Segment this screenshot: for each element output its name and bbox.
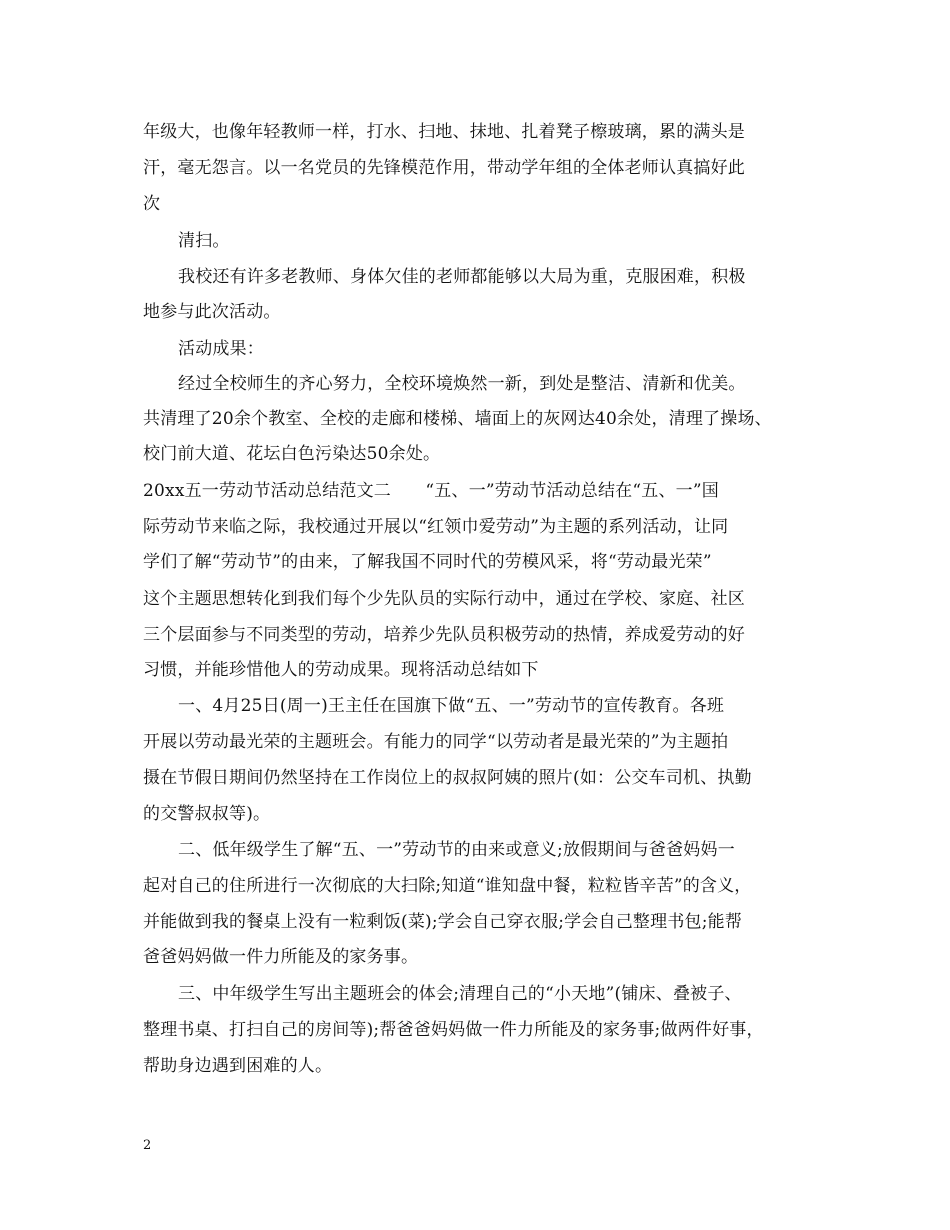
text-line: 次 bbox=[143, 194, 161, 214]
text-line: 的交警叔叔等)。 bbox=[143, 804, 271, 824]
text-line: 校门前大道、花坛白色污染达50余处。 bbox=[143, 444, 441, 464]
text-line: 清扫。 bbox=[178, 231, 230, 251]
text-line: 活动成果： bbox=[178, 339, 264, 359]
text-line: 并能做到我的餐桌上没有一粒剩饭(菜);学会自己穿衣服;学会自己整理书包;能帮 bbox=[143, 912, 743, 932]
text-line: 爸爸妈妈做一件力所能及的家务事。 bbox=[143, 947, 419, 967]
text-line: 我校还有许多老教师、身体欠佳的老师都能够以大局为重，克服困难，积极 bbox=[178, 267, 746, 287]
text-line: 汗，毫无怨言。以一名党员的先锋模范作用，带动学年组的全体老师认真搞好此 bbox=[143, 158, 745, 178]
text-line: 三个层面参与不同类型的劳动，培养少先队员积极劳动的热情，养成爱劳动的好 bbox=[143, 625, 745, 645]
text-line: 学们了解“劳动节”的由来，了解我国不同时代的劳模风采，将“劳动最光荣” bbox=[143, 552, 712, 572]
text-line: 起对自己的住所进行一次彻底的大扫除;知道“谁知盘中餐，粒粒皆辛苦”的含义， bbox=[143, 876, 752, 896]
page-number: 2 bbox=[143, 1138, 152, 1153]
text-line: 这个主题思想转化到我们每个少先队员的实际行动中，通过在学校、家庭、社区 bbox=[143, 589, 745, 609]
text-line: 二、低年级学生了解“五、一”劳动节的由来或意义;放假期间与爸爸妈妈一 bbox=[178, 840, 735, 860]
text-line: 际劳动节来临之际，我校通过开展以“红领巾爱劳动”为主题的系列活动，让同 bbox=[143, 517, 729, 537]
text-line: 开展以劳动最光荣的主题班会。有能力的同学“以劳动者是最光荣的”为主题拍 bbox=[143, 732, 729, 752]
text-line: 共清理了20余个教室、全校的走廊和楼梯、墙面上的灰网达40余处，清理了操场、 bbox=[143, 409, 772, 429]
text-line: 20xx五一劳动节活动总结范文二 “五、一”劳动节活动总结在“五、一”国 bbox=[143, 481, 719, 501]
text-line: 习惯，并能珍惜他人的劳动成果。现将活动总结如下 bbox=[143, 660, 539, 680]
text-line: 一、4月25日(周一)王主任在国旗下做“五、一”劳动节的宣传教育。各班 bbox=[178, 696, 725, 716]
text-line: 摄在节假日期间仍然坚持在工作岗位上的叔叔阿姨的照片(如：公交车司机、执勤 bbox=[143, 768, 752, 788]
text-line: 地参与此次活动。 bbox=[143, 302, 281, 322]
text-line: 整理书桌、打扫自己的房间等);帮爸爸妈妈做一件力所能及的家务事;做两件好事， bbox=[143, 1020, 764, 1040]
text-line: 三、中年级学生写出主题班会的体会;清理自己的“小天地”(铺床、叠被子、 bbox=[178, 984, 742, 1004]
text-line: 经过全校师生的齐心努力，全校环境焕然一新，到处是整洁、清新和优美。 bbox=[178, 374, 746, 394]
text-line: 帮助身边遇到困难的人。 bbox=[143, 1056, 333, 1076]
text-line: 年级大，也像年轻教师一样，打水、扫地、抹地、扎着凳子檫玻璃，累的满头是 bbox=[143, 122, 745, 142]
